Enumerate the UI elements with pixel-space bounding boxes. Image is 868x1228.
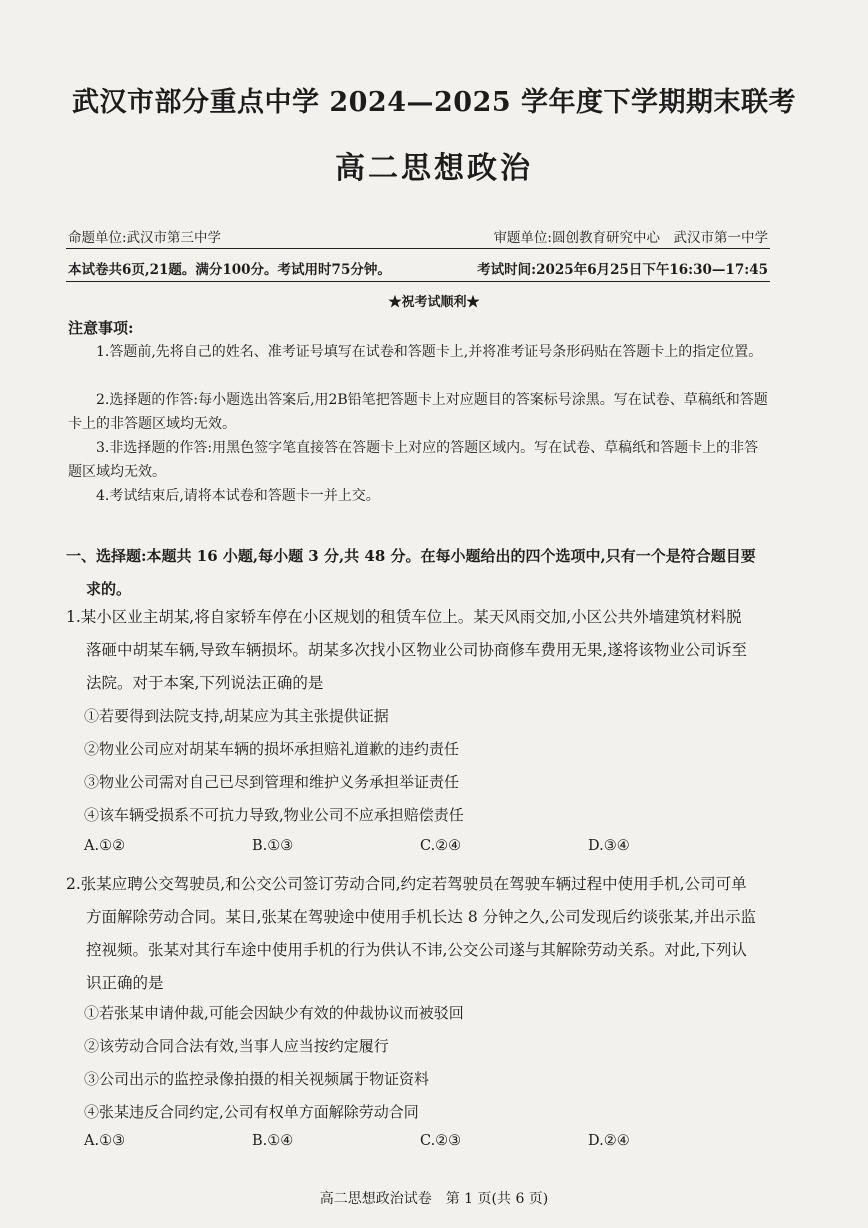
author-unit: 命题单位:武汉市第三中学 <box>68 230 222 246</box>
statement-option: ③公司出示的监控录像拍摄的相关视频属于物证资料 <box>84 1070 430 1088</box>
question-1-stem <box>66 601 782 700</box>
question-line: 识正确的是 <box>86 974 164 992</box>
exam-title: 武汉市部分重点中学 2024—2025 学年度下学期期末联考 <box>71 87 797 118</box>
good-luck-banner: ★祝考试顺利★ <box>388 295 480 310</box>
notice-item: 1.答题前,先将自己的姓名、准考证号填写在试卷和答题卡上,并将准考证号条形码贴在答题卡上的指定位置。 <box>96 344 763 360</box>
section-heading <box>66 540 782 606</box>
question-line: 法院。对于本案,下列说法正确的是 <box>86 674 324 692</box>
question-line: 方面解除劳动合同。某日,张某在驾驶途中使用手机长达 8 分钟之久,公司发现后约谈张某,并出示监 <box>86 908 756 926</box>
choice-d: D.③④ <box>588 838 630 854</box>
question-line: 2.张某应聘公交驾驶员,和公交公司签订劳动合同,约定若驾驶员在驾驶车辆过程中使用手机,公司可单 <box>66 875 747 893</box>
divider <box>66 281 770 282</box>
choice-d: D.②④ <box>588 1133 630 1149</box>
subject-title: 高二思想政治 <box>335 151 533 186</box>
exam-time: 考试时间:2025年6月25日下午16:30—17:45 <box>477 262 768 278</box>
review-unit: 审题单位:圆创教育研究中心 武汉市第一中学 <box>493 230 768 246</box>
question-line: 落砸中胡某车辆,导致车辆损坏。胡某多次找小区物业公司协商修车费用无果,遂将该物业公司诉至 <box>86 641 747 659</box>
unit-row <box>68 226 768 246</box>
notice-item: 3.非选择题的作答:用黑色签字笔直接答在答题卡上对应的答题区域内。写在试卷、草稿纸和答题卡上的非答题区域均无效。 <box>68 440 759 480</box>
notice-heading: 注意事项: <box>68 319 134 337</box>
question-1-choices <box>84 838 764 854</box>
notice-item: 2.选择题的作答:每小题选出答案后,用2B铅笔把答题卡上对应题目的答案标号涂黑。写在试卷、草稿纸和答题卡上的非答题区域均无效。 <box>68 392 768 432</box>
statement-option: ③物业公司需对自己已尽到管理和维护义务承担举证责任 <box>84 773 460 791</box>
question-2-choices <box>84 1133 764 1149</box>
info-row <box>68 258 768 278</box>
section-heading-line: 求的。 <box>86 580 132 598</box>
choice-b: B.①④ <box>252 1133 294 1149</box>
statement-option: ④张某违反合同约定,公司有权单方面解除劳动合同 <box>84 1103 419 1121</box>
section-heading-line: 一、选择题:本题共 16 小题,每小题 3 分,共 48 分。在每小题给出的四个选项中,只有一个是符合题目要 <box>66 547 756 565</box>
statement-option: ②该劳动合同合法有效,当事人应当按约定履行 <box>84 1037 389 1055</box>
question-line: 控视频。张某对其行车途中使用手机的行为供认不讳,公交公司遂与其解除劳动关系。对此,下列认 <box>86 941 747 959</box>
choice-a: A.①② <box>84 838 126 854</box>
statement-option: ②物业公司应对胡某车辆的损坏承担赔礼道歉的违约责任 <box>84 740 460 758</box>
statement-option: ①若要得到法院支持,胡某应为其主张提供证据 <box>84 707 389 725</box>
page-footer: 高二思想政治试卷 第 1 页(共 6 页) <box>319 1191 549 1207</box>
notice-item: 4.考试结束后,请将本试卷和答题卡一并上交。 <box>96 488 380 504</box>
question-line: 1.某小区业主胡某,将自家轿车停在小区规划的租赁车位上。某天风雨交加,小区公共外墙建筑材料脱 <box>66 608 742 626</box>
choice-c: C.②③ <box>420 1133 462 1149</box>
choice-b: B.①③ <box>252 838 294 854</box>
paper-info: 本试卷共6页,21题。满分100分。考试用时75分钟。 <box>68 262 391 278</box>
statement-option: ①若张某申请仲裁,可能会因缺少有效的仲裁协议而被驳回 <box>84 1004 464 1022</box>
question-2-stem <box>66 868 782 1000</box>
divider <box>66 248 770 249</box>
statement-option: ④该车辆受损系不可抗力导致,物业公司不应承担赔偿责任 <box>84 806 464 824</box>
choice-c: C.②④ <box>420 838 462 854</box>
choice-a: A.①③ <box>84 1133 126 1149</box>
